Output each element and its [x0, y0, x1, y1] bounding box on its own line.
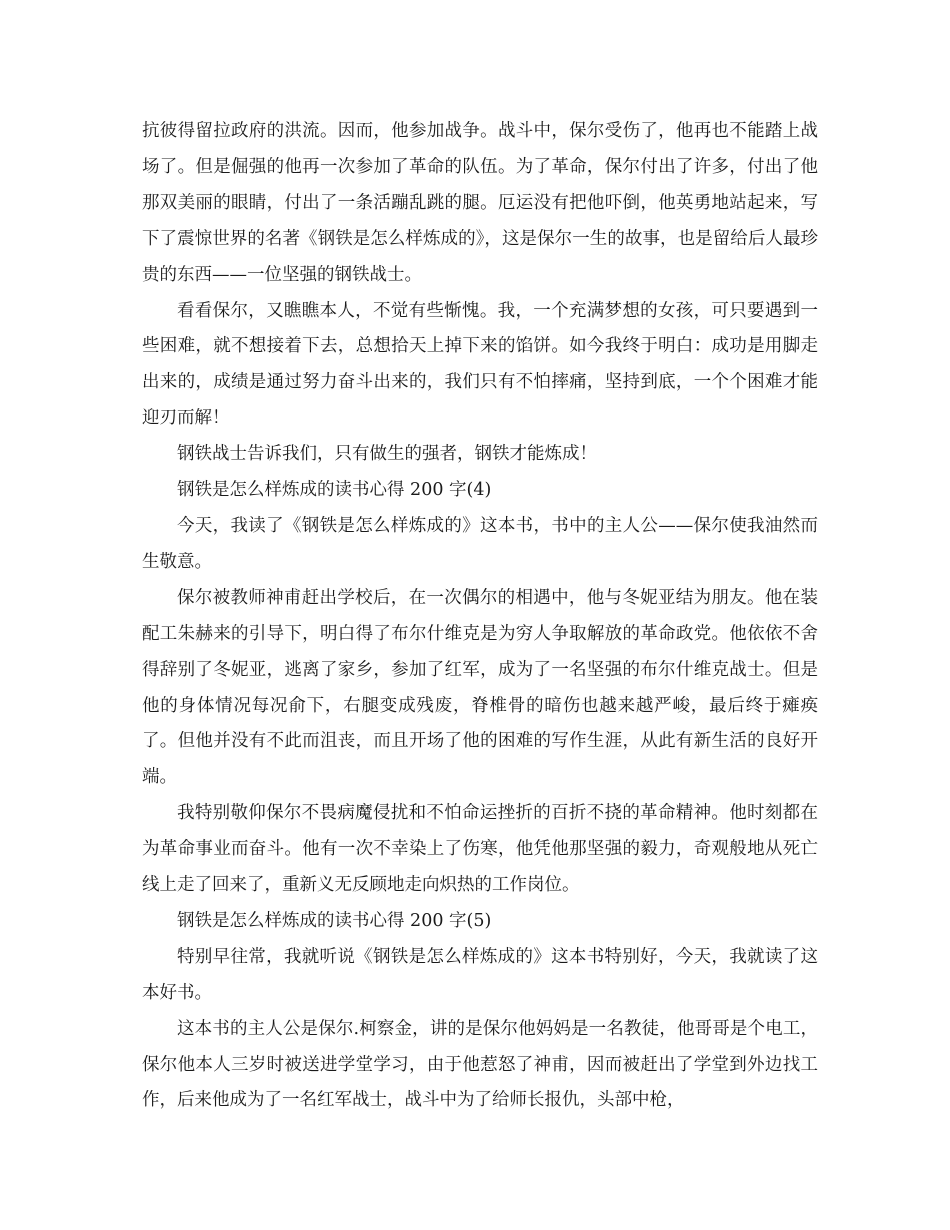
section-heading: 钢铁是怎么样炼成的读书心得 200 字(5) — [177, 910, 492, 931]
paragraph: 这本书的主人公是保尔.柯察金，讲的是保尔他妈妈是一名教徒，他哥哥是个电工，保尔他本人三岁时被送进学堂学习，由于他惹怒了神甫，因而被赶出了学堂到外边找工作，后来他成为了一名红军战士，战斗中为了给师长报仇，头部中枪， — [142, 1018, 818, 1111]
paragraph: 保尔被教师神甫赶出学校后，在一次偶尔的相遇中，他与冬妮亚结为朋友。他在装配工朱赫来的引导下，明白得了布尔什维克是为穷人争取解放的革命政党。他依依不舍得辞别了冬妮亚，逃离了家乡，参加了红军，成为了一名坚强的布尔什维克战士。但是他的身体情况每况俞下，右腿变成残废，脊椎骨的暗伤也越来越严峻，最后终于瘫痪了。但他并没有不此而沮丧，而且开场了他的困难的写作生涯，从此有新生活的良好开端。 — [142, 587, 818, 788]
section-heading: 钢铁是怎么样炼成的读书心得 200 字(4) — [177, 480, 492, 501]
paragraph-continuation: 抗彼得留拉政府的洪流。因而，他参加战争。战斗中，保尔受伤了，他再也不能踏上战场了。但是倔强的他再一次参加了革命的队伍。为了革命，保尔付出了许多，付出了他那双美丽的眼睛，付出了一条活蹦乱跳的腿。厄运没有把他吓倒，他英勇地站起来，写下了震惊世界的名著《钢铁是怎么样炼成的》，这是保尔一生的故事，也是留给后人最珍贵的东西——一位坚强的钢铁战士。 — [142, 121, 818, 285]
paragraph: 今天，我读了《钢铁是怎么样炼成的》这本书，书中的主人公——保尔使我油然而生敬意。 — [142, 515, 818, 572]
paragraph: 钢铁战士告诉我们，只有做生的强者，钢铁才能炼成！ — [177, 444, 597, 465]
paragraph: 我特别敬仰保尔不畏病魔侵扰和不怕命运挫折的百折不挠的革命精神。他时刻都在为革命事业而奋斗。他有一次不幸染上了伤寒，他凭他那坚强的毅力，奇观般地从死亡线上走了回来了，重新义无反顾地走向炽热的工作岗位。 — [142, 803, 818, 896]
document-page — [142, 114, 818, 1119]
paragraph: 看看保尔，又瞧瞧本人，不觉有些惭愧。我，一个充满梦想的女孩，可只要遇到一些困难，就不想接着下去，总想拾天上掉下来的馅饼。如今我终于明白：成功是用脚走出来的，成绩是通过努力奋斗出来的，我们只有不怕摔痛，坚持到底，一个个困难才能迎刃而解！ — [142, 300, 818, 429]
paragraph: 特别早往常，我就听说《钢铁是怎么样炼成的》这本书特别好，今天，我就读了这本好书。 — [142, 946, 818, 1003]
